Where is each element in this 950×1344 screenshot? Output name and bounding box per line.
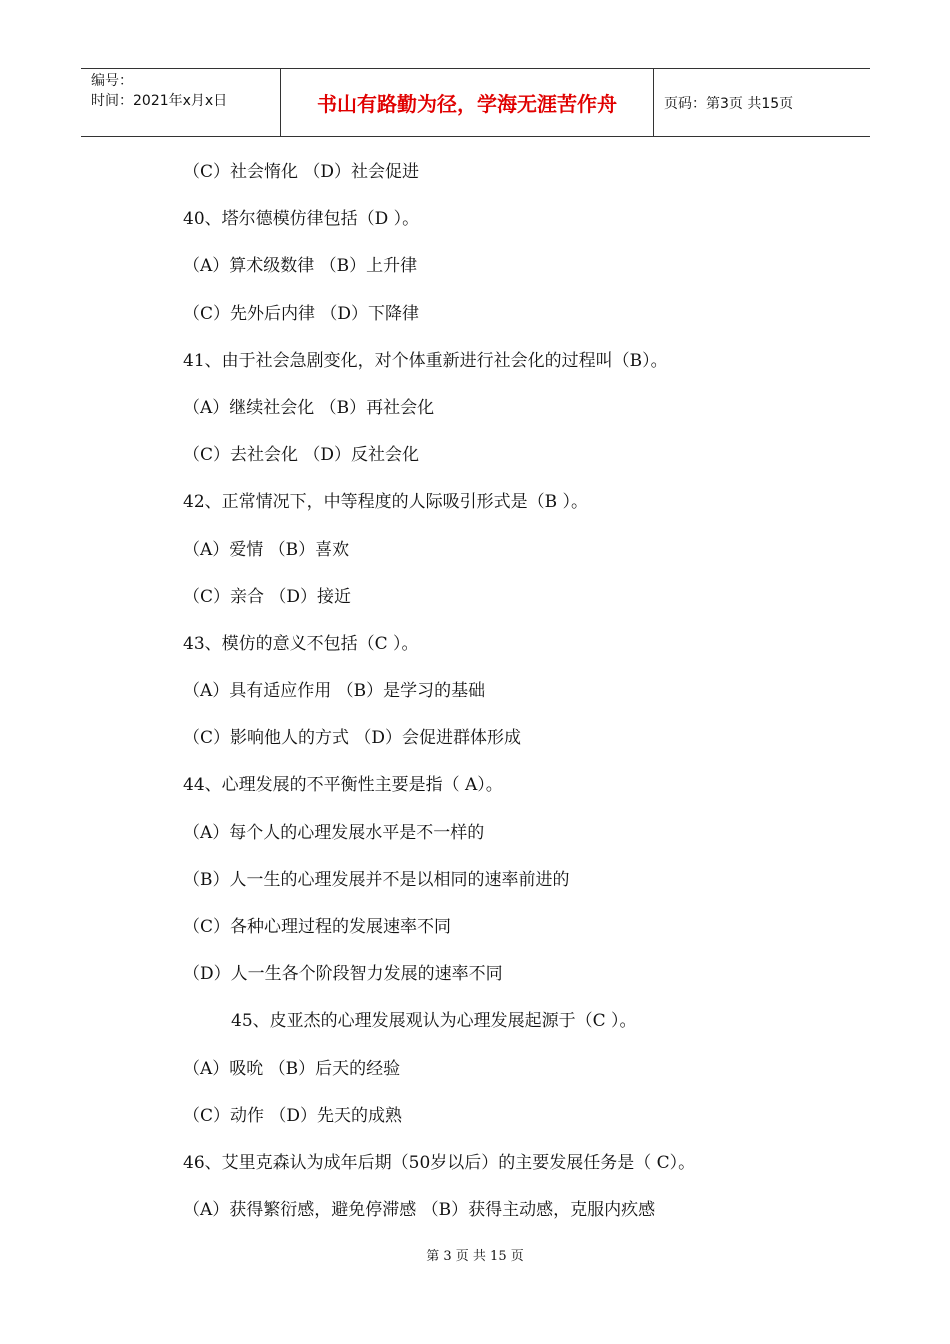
question-45: 45、皮亚杰的心理发展观认为心理发展起源于（C ）。 xyxy=(231,1011,637,1032)
text-line: （D）人一生各个阶段智力发展的速率不同 xyxy=(183,964,503,985)
text-line: （C）影响他人的方式 （D）会促进群体形成 xyxy=(183,728,522,749)
header-meta xyxy=(81,69,281,136)
text-line: （A）具有适应作用 （B）是学习的基础 xyxy=(183,681,486,702)
text-line: （A）算术级数律 （B）上升律 xyxy=(183,256,418,277)
page-footer: 第 3 页 共 15 页 xyxy=(426,1249,524,1264)
text-line: （C）动作 （D）先天的成熟 xyxy=(183,1105,403,1126)
question-42: 42、正常情况下，中等程度的人际吸引形式是（B ）。 xyxy=(183,492,589,513)
number-label: 编号： xyxy=(91,73,133,89)
text-line: （C）去社会化 （D）反社会化 xyxy=(183,445,420,466)
text-line: （C）亲合 （D）接近 xyxy=(183,586,352,607)
text-line: （A）爱情 （B）喜欢 xyxy=(183,539,350,560)
question-46: 46、艾里克森认为成年后期（50岁以后）的主要发展任务是（ C）。 xyxy=(183,1152,696,1173)
document-body xyxy=(183,152,833,1237)
text-line: （B）人一生的心理发展并不是以相同的速率前进的 xyxy=(183,869,570,890)
text-line: （A）获得繁衍感，避免停滞感 （B）获得主动感，克服内疚感 xyxy=(183,1200,656,1221)
question-43: 43、模仿的意义不包括（C ）。 xyxy=(183,633,419,654)
text-line: （C）各种心理过程的发展速率不同 xyxy=(183,917,452,937)
time-label: 时间：2021年x月x日 xyxy=(91,93,228,109)
question-41: 41、由于社会急剧变化，对个体重新进行社会化的过程叫（B）。 xyxy=(183,350,668,371)
header-page-info: 页码：第3页 共15页 xyxy=(664,95,794,112)
text-line: （A）继续社会化 （B）再社会化 xyxy=(183,397,435,418)
question-44: 44、心理发展的不平衡性主要是指（ A）。 xyxy=(183,775,503,796)
header-motto: 书山有路勤为径，学海无涯苦作舟 xyxy=(281,69,654,136)
text-line: （A）吸吮 （B）后天的经验 xyxy=(183,1058,401,1079)
text-line: （A）每个人的心理发展水平是不一样的 xyxy=(183,822,485,843)
text-line: （C）先外后内律 （D）下降律 xyxy=(183,303,420,324)
text-line: （C）社会惰化 （D）社会促进 xyxy=(183,162,420,182)
page-header xyxy=(81,68,870,137)
question-40: 40、塔尔德模仿律包括（D ）。 xyxy=(183,209,420,230)
